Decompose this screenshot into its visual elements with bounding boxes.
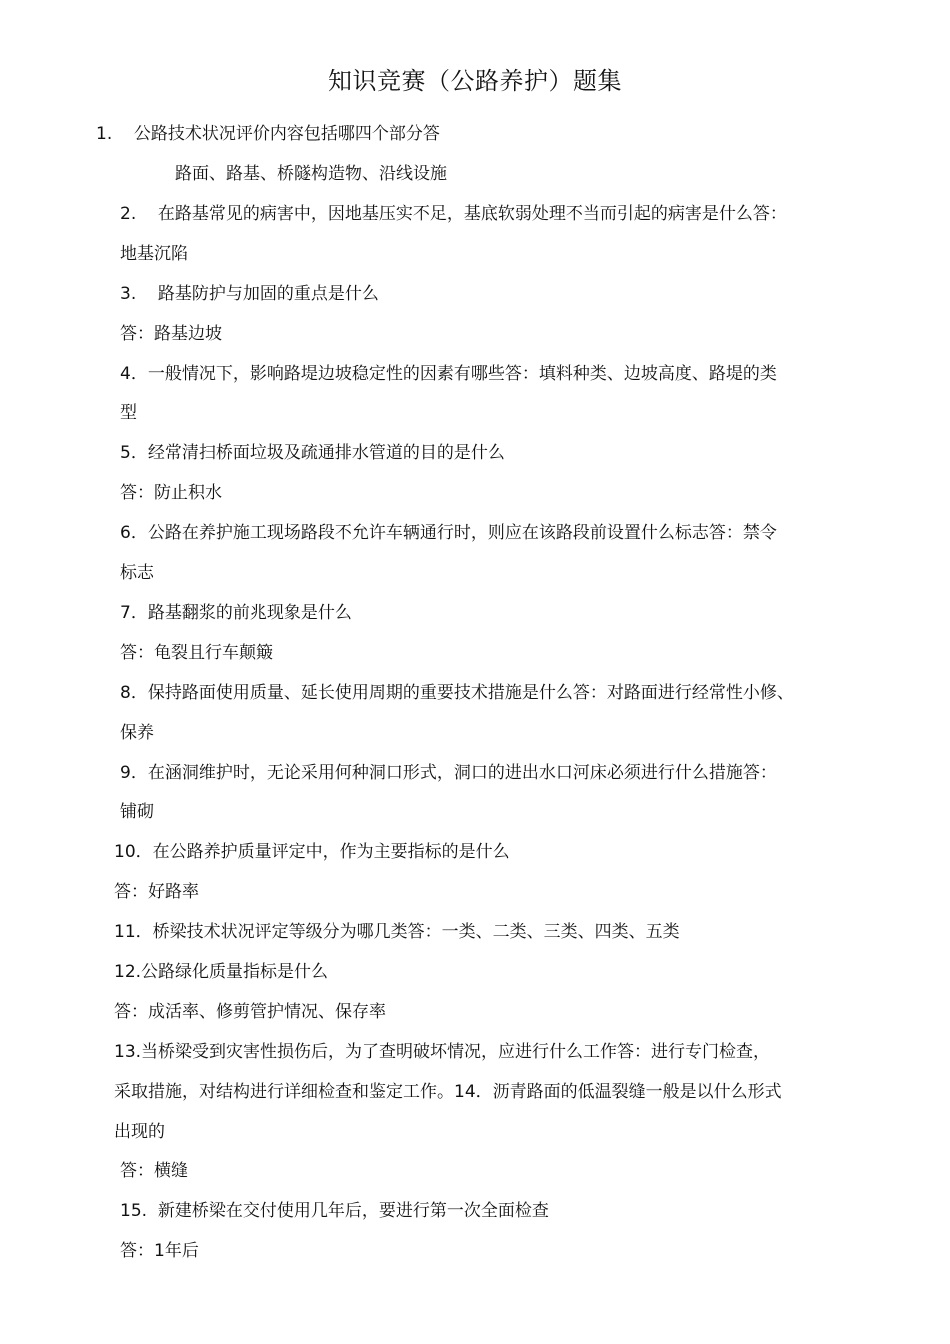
question-6: 6．公路在养护施工现场路段不允许车辆通行时，则应在该路段前设置什么标志答：禁令 xyxy=(120,523,777,543)
question-9-cont: 铺砌 xyxy=(120,802,154,822)
answer-7: 答：龟裂且行车颠簸 xyxy=(120,643,273,663)
question-8-cont: 保养 xyxy=(120,723,154,743)
answer-14: 答：横缝 xyxy=(120,1161,188,1181)
question-15: 15. 新建桥梁在交付使用几年后，要进行第一次全面检查 xyxy=(120,1201,549,1221)
answer-5: 答：防止积水 xyxy=(120,483,222,503)
question-13-cont: 采取措施，对结构进行详细检查和鉴定工作。14．沥青路面的低温裂缝一般是以什么形式 xyxy=(114,1082,782,1102)
question-11: 11．桥梁技术状况评定等级分为哪几类答：一类、二类、三类、四类、五类 xyxy=(114,922,680,942)
question-5: 5．经常清扫桥面垃圾及疏通排水管道的目的是什么 xyxy=(120,443,505,463)
question-12: 12.公路绿化质量指标是什么 xyxy=(114,962,329,982)
answer-2: 地基沉陷 xyxy=(120,244,188,264)
question-7: 7．路基翻浆的前兆现象是什么 xyxy=(120,603,352,623)
answer-10: 答：好路率 xyxy=(114,882,199,902)
document-title: 知识竞赛（公路养护）题集 xyxy=(328,67,622,95)
question-4-cont: 型 xyxy=(120,403,137,423)
question-13: 13.当桥梁受到灾害性损伤后，为了查明破坏情况，应进行什么工作答：进行专门检查， xyxy=(114,1042,771,1062)
answer-15: 答：1年后 xyxy=(120,1241,199,1261)
answer-1: 路面、路基、桥隧构造物、沿线设施 xyxy=(175,164,447,184)
question-1: 1. 公路技术状况评价内容包括哪四个部分答 xyxy=(96,124,440,144)
question-9: 9．在涵洞维护时，无论采用何种洞口形式，洞口的进出水口河床必须进行什么措施答： xyxy=(120,763,777,783)
question-8: 8．保持路面使用质量、延长使用周期的重要技术措施是什么答：对路面进行经常性小修、 xyxy=(120,683,794,703)
question-10: 10．在公路养护质量评定中，作为主要指标的是什么 xyxy=(114,842,510,862)
question-2: 2. 在路基常见的病害中，因地基压实不足，基底软弱处理不当而引起的病害是什么答： xyxy=(120,204,787,224)
question-4: 4．一般情况下，影响路堤边坡稳定性的因素有哪些答：填料种类、边坡高度、路堤的类 xyxy=(120,364,777,384)
question-3: 3. 路基防护与加固的重点是什么 xyxy=(120,284,379,304)
answer-12: 答：成活率、修剪管护情况、保存率 xyxy=(114,1002,386,1022)
question-14-cont: 出现的 xyxy=(114,1122,165,1142)
question-6-cont: 标志 xyxy=(120,563,154,583)
answer-3: 答：路基边坡 xyxy=(120,324,222,344)
